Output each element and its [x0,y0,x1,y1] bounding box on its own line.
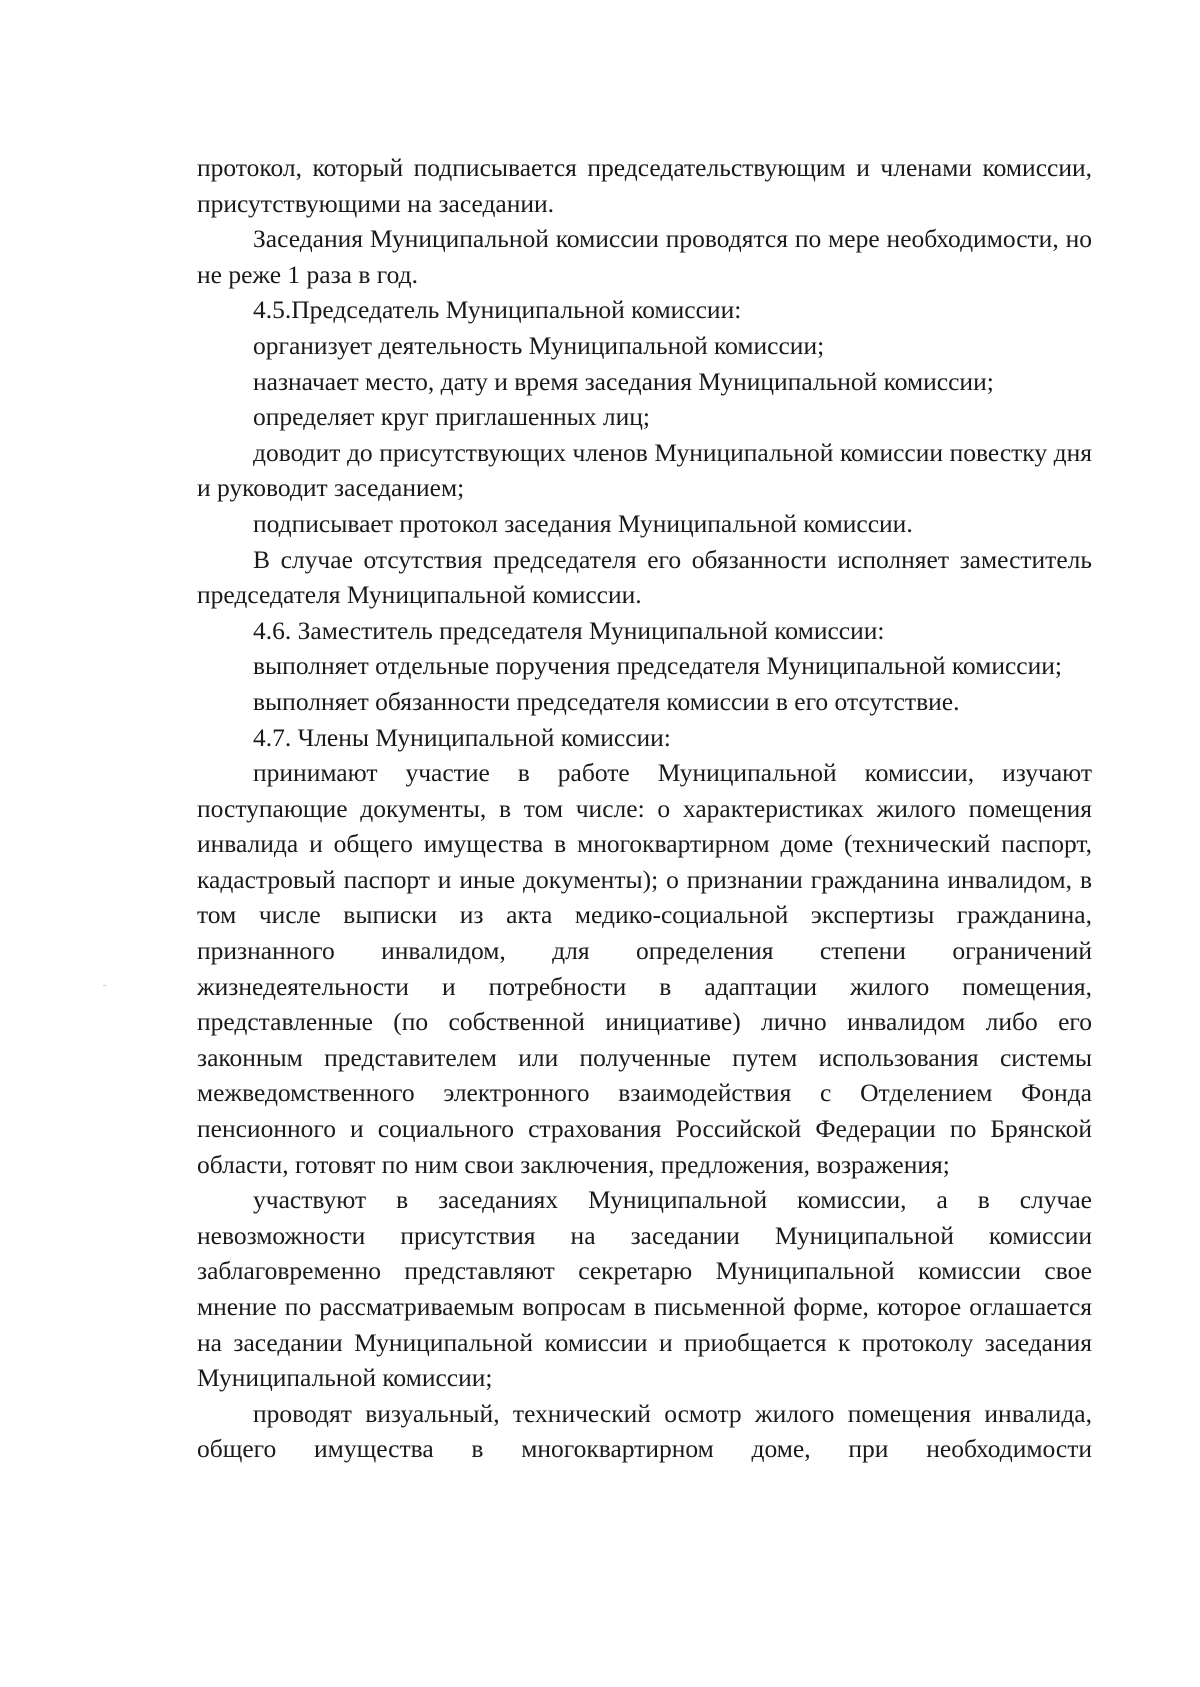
list-item-deputy-assignments: выполняет отдельные поручения председателя Муниципальной комиссии; [253,651,1062,681]
list-item-members-inspect: проводят визуальный, технический осмотр жилого помещения инвалида, общего имущества в многоквартирном доме, при необходимости [197,1398,1092,1464]
list-item-agenda: доводит до присутствующих членов Муниципальной комиссии повестку дня и руководит заседанием; [197,437,1092,503]
section-heading-4-7: 4.7. Члены Муниципальной комиссии: [253,722,671,752]
list-item-members-review-documents: принимают участие в работе Муниципальной комиссии, изучают поступающие документы, в том числе: о характеристиках жилого помещения инвалида и общего имущества в многоквартирном доме (технический паспорт, кадастровый паспорт и иные документы); о признании гражданина инвалидом, в том числе выписки из акта медико-социальной экспертизы гражданина, признанного инвалидом, для определения степени ограничений жизнедеятельности и потребности в адаптации жилого помещения, представленные (по собственной инициативе) лично инвалидом либо его законным представителем или полученные путем использования системы межведомственного электронного взаимодействия с Отделением Фонда пенсионного и социального страхования Российской Федерации по Брянской области, готовят по ним свои заключения, предложения, возражения; [197,758,1092,1179]
paragraph-meeting-frequency: Заседания Муниципальной комиссии проводятся по мере необходимости, но не реже 1 раза в год. [197,224,1092,289]
list-item-organizes-activity: организует деятельность Муниципальной комиссии; [253,330,825,360]
document-page [197,150,1092,1467]
list-item-members-participate: участвуют в заседаниях Муниципальной комиссии, а в случае невозможности присутствия на заседании Муниципальной комиссии заблаговременно представляют секретарю Муниципальной комиссии свое мнение по рассматриваемым вопросам в письменной форме, которое оглашается на заседании Муниципальной комиссии и приобщается к протоколу заседания Муниципальной комиссии; [197,1185,1092,1393]
scan-mark [103,985,106,986]
paragraph-protocol-signing: протокол, который подписывается председательствующим и членами комиссии, присутствующими на заседании. [197,153,1092,218]
list-item-deputy-duties: выполняет обязанности председателя комиссии в его отсутствие. [253,686,960,716]
list-item-invited-persons: определяет круг приглашенных лиц; [253,402,650,432]
section-heading-4-6: 4.6. Заместитель председателя Муниципальной комиссии: [253,615,885,645]
list-item-sets-meeting-place: назначает место, дату и время заседания Муниципальной комиссии; [253,366,994,396]
list-item-signs-protocol: подписывает протокол заседания Муниципальной комиссии. [253,508,913,538]
paragraph-chair-absence: В случае отсутствия председателя его обязанности исполняет заместитель председателя Муниципальной комиссии. [197,544,1092,610]
section-heading-4-5: 4.5.Председатель Муниципальной комиссии: [253,295,742,325]
